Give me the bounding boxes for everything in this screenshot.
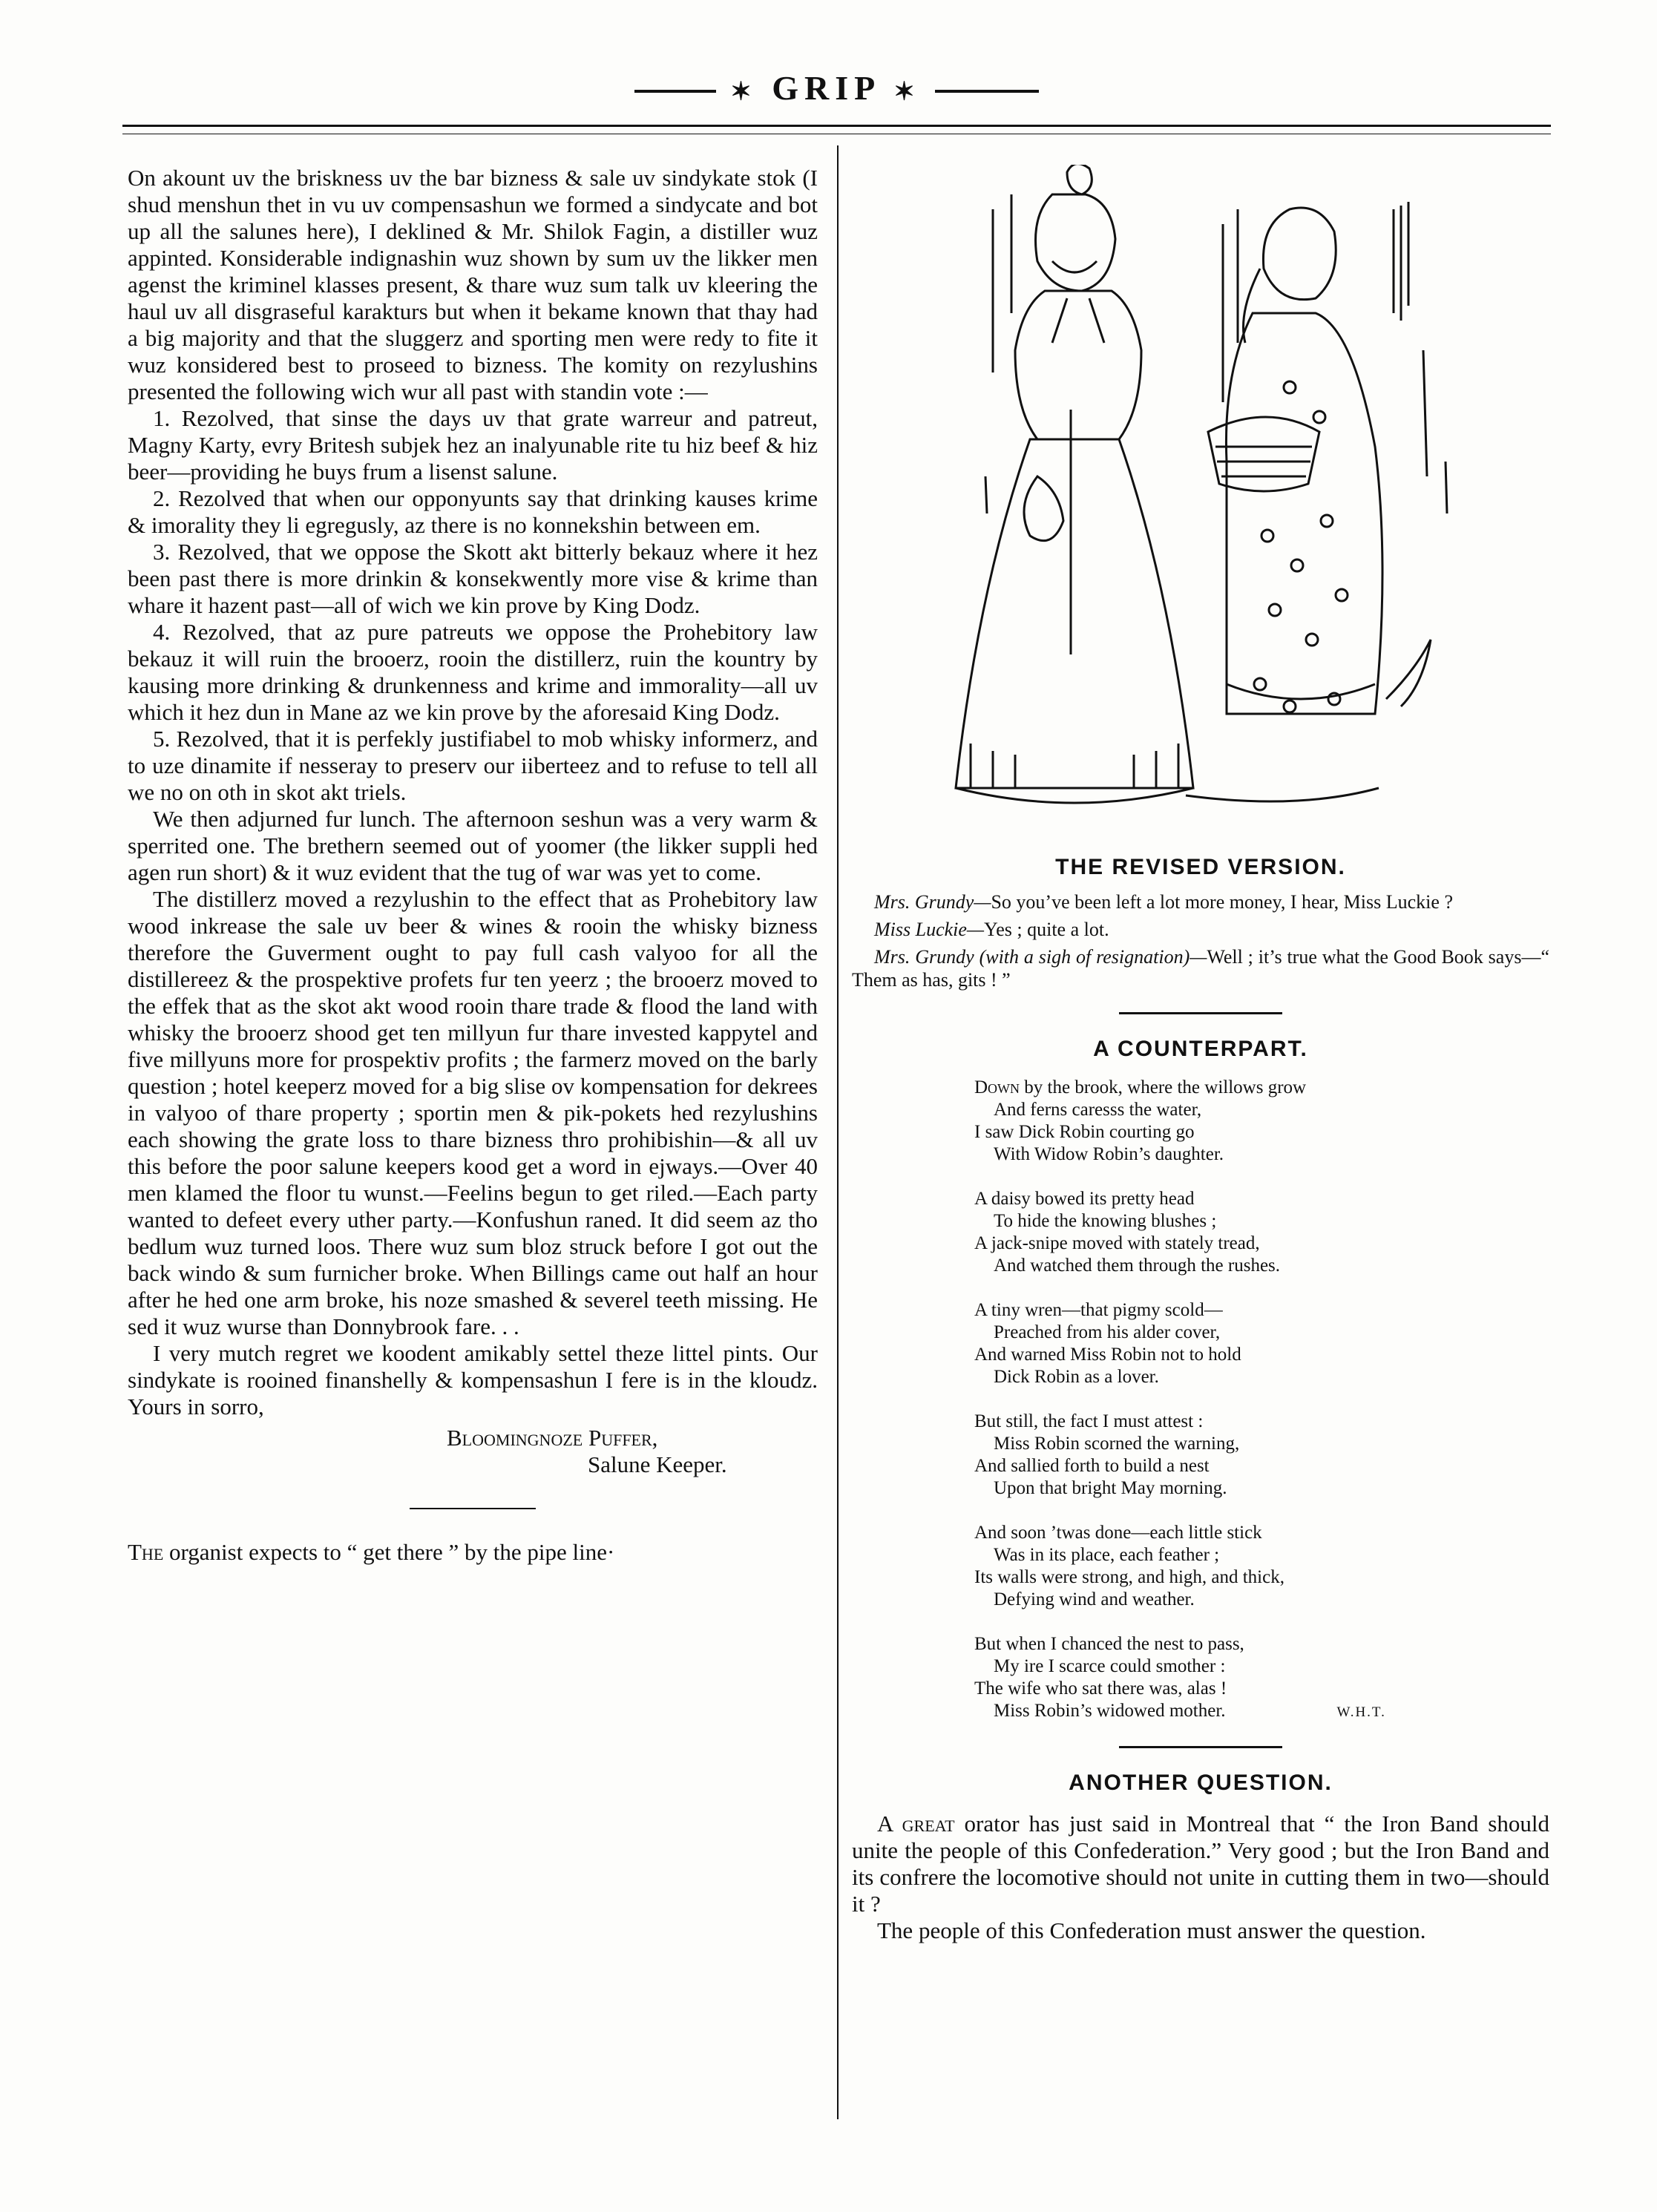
poem-line: A tiny wren—that pigmy scold— — [974, 1300, 1223, 1320]
poem-stanza — [974, 1299, 1549, 1388]
another-question-text: orator has just said in Montreal that “ the Iron Band should unite the people of this Confederation.” Very good ; but the Iron Band and its confrere the locomotive should not unite in cutting them in two—should it ? — [852, 1811, 1549, 1917]
poem-line: Upon that bright May morning. — [994, 1478, 1227, 1498]
letter-paragraph: The distillerz moved a rezylushin to the effect that as Prohebitory law wood inkrease the sale uv beer & wines & rooin the whisky bizness therefore the Guverment ought to pay full cash valyoo for all the distillereez & the prospektive profets fur ten yeerz ; the brooerz moved to the effek that as the skot akt wood rooin thare trade & flood the land with whisky the brooerz shood get ten millyun fur thare invested kappytel and five millyuns more for prospektiv profits ; the farmerz moved on the barly question ; hotel keeperz moved for a big slise ov kompensation for dekrees in valyoo of thare property ; sportin men & pik-pokets hed rezylushins each showing the grate loss to thare bizness thro prohibishin—& all uv this before the poor salune keepers kood get a word in ejways.—Over 40 men klamed the floor tu wunst.—Feelins begun to get riled.—Each party wanted to defeet every uther party.—Konfushun raned. It did seem az tho bedlum wuz turned loos. There wuz sum bloz struck before I got out the back windo & sum furnicher broke. When Billings came out half an hour after he hed one arm broke, his noze smashed & severel teeth missing. He sed it wuz wurse than Donnybrook fare. . . — [128, 886, 818, 1339]
letter-closing-paragraph: I very mutch regret we koodent amikably settel theze littel pints. Our sindykate is rooined finanshelly & kompensashun I fere is in the kloudz. Yours in sorro, — [128, 1340, 818, 1420]
left-column-letter — [128, 165, 818, 1566]
another-question-paragraph — [852, 1811, 1549, 1917]
poem-initials: W.H.T. — [1336, 1704, 1386, 1720]
poem-line: Its walls were strong, and high, and thick, — [974, 1567, 1284, 1587]
cartoon-illustration — [941, 165, 1460, 855]
poem-title: A COUNTERPART. — [1093, 1037, 1308, 1061]
dialogue-text: Well ; it’s true what the Good Book says—“ Them as has, gits ! ” — [852, 946, 1549, 991]
dialogue-line — [852, 890, 1549, 913]
poem-line: Preached from his alder cover, — [994, 1322, 1221, 1342]
column-divider — [837, 145, 839, 2119]
poem-line: Dick Robin as a lover. — [994, 1367, 1159, 1387]
poem-first-word: Down — [974, 1077, 1020, 1097]
poem-first-line-rest: by the brook, where the willows grow — [1020, 1077, 1307, 1097]
resolution-2: 2. Rezolved that when our opponyunts say that drinking kauses krime & imorality they li egregusly, az there is no konnekshin between em. — [128, 485, 818, 538]
dialogue-text: So you’ve been left a lot more money, I hear, Miss Luckie ? — [991, 891, 1453, 913]
poem-line: And warned Miss Robin not to hold — [974, 1345, 1241, 1365]
masthead — [122, 68, 1551, 113]
section-divider — [1119, 1746, 1282, 1748]
poem-line: To hide the knowing blushes ; — [994, 1211, 1217, 1231]
poem-line: I saw Dick Robin courting go — [974, 1122, 1195, 1142]
poem-line: With Widow Robin’s daughter. — [994, 1144, 1224, 1164]
poem-line: And sallied forth to build a nest — [974, 1456, 1210, 1476]
poem-line: A daisy bowed its pretty head — [974, 1189, 1195, 1209]
poem-line: Miss Robin scorned the warning, — [994, 1434, 1240, 1454]
another-question-paragraph: The people of this Confederation must answer the question. — [877, 1917, 1426, 1943]
poem-stanza — [974, 1633, 1549, 1724]
dialogue-line — [852, 918, 1549, 941]
letter-paragraph: On akount uv the briskness uv the bar bizness & sale uv sindykate stok (I shud menshun thet in vu uv compensashun we formed a sindycate and bot up all the salunes here), I deklined & Mr. Shilok Fagin, a distiller wuz appinted. Konsiderable indignashin wuz shown by sum uv the likker men agenst the kriminel klasses present, & thare wuz sum talk uv kleering the haul uv all disgraseful karakturs but when it bekame known that thay had a big majority and that the sluggerz and sporting men were redy to fite it wuz konsidered best to proseed to bizness. The komity on rezylushins presented the following wich wur all past with standin vote :— — [128, 165, 818, 404]
poem-line: But still, the fact I must attest : — [974, 1411, 1204, 1431]
dialogue-speaker: Miss Luckie— — [874, 919, 985, 940]
section-divider — [1119, 1012, 1282, 1014]
masthead-left-star: ✶ — [730, 78, 758, 106]
cartoon-title: THE REVISED VERSION. — [1055, 855, 1346, 879]
dialogue-line — [852, 945, 1549, 991]
signature-title: Salune Keeper. — [588, 1451, 727, 1477]
poem-line — [974, 1700, 1549, 1724]
resolution-3: 3. Rezolved, that we oppose the Skott akt bitterly bekauz where it hez been past there is more drinkin & konsekwently more vise & krime than whare it hazent past—all of wich we kin prove by King Dodz. — [128, 539, 818, 618]
poem-line — [974, 1077, 1549, 1099]
right-column — [852, 165, 1549, 1944]
organist-text: organist expects to “ get there ” by the pipe line· — [163, 1539, 615, 1565]
organist-lead: The — [128, 1539, 164, 1565]
poem-line: Was in its place, each feather ; — [994, 1545, 1220, 1565]
resolution-1: 1. Rezolved, that sinse the days uv that grate warreur and patreut, Magny Karty, evry Britesh subjek hez an inalyunable rite tu hiz beef & hiz beer—providing he buys frum a lisenst salune. — [128, 405, 818, 485]
poem-stanza — [974, 1188, 1549, 1277]
dialogue-speaker: Mrs. Grundy— — [874, 891, 991, 913]
signature-name: Bloomingnoze Puffer, — [447, 1425, 658, 1451]
poem-line: And soon ’twas done—each little stick — [974, 1523, 1262, 1543]
masthead-right-rule — [935, 90, 1039, 93]
poem-stanza — [974, 1411, 1549, 1500]
organist-paragraph — [128, 1539, 818, 1566]
section-divider — [410, 1508, 536, 1509]
another-question-lead: A great — [877, 1811, 955, 1837]
another-question-title: ANOTHER QUESTION. — [1069, 1770, 1333, 1795]
another-question-body — [852, 1811, 1549, 1944]
poem-line: But when I chanced the nest to pass, — [974, 1634, 1244, 1654]
letter-paragraph: We then adjurned fur lunch. The afternoon seshun was a very warm & sperrited one. The brethern seemed out of yoomer (the likker suppli hed agen run short) & it wuz evident that the tug of war was yet to come. — [128, 806, 818, 885]
poem-line: And watched them through the rushes. — [994, 1256, 1281, 1276]
poem-line: Defying wind and weather. — [994, 1589, 1195, 1609]
poem-line: The wife who sat there was, alas ! — [974, 1678, 1227, 1699]
masthead-right-star: ✶ — [893, 78, 921, 106]
masthead-left-rule — [634, 90, 716, 93]
resolution-4: 4. Rezolved, that az pure patreuts we oppose the Prohebitory law bekauz it will ruin the brooerz, rooin the distillerz, ruin the kountry by kausing more drinking & drunkenness and krime and immorality—all uv which it hez dun in Mane az we kin prove by the aforesaid King Dodz. — [128, 619, 818, 725]
poem-line-text: Miss Robin’s widowed mother. — [994, 1701, 1226, 1721]
poem-body — [974, 1077, 1549, 1724]
poem-line: And ferns caresss the water, — [994, 1100, 1202, 1120]
poem-line: My ire I scarce could smother : — [994, 1656, 1226, 1676]
poem-stanza — [974, 1077, 1549, 1166]
poem-stanza — [974, 1522, 1549, 1611]
dialogue-text: Yes ; quite a lot. — [984, 919, 1109, 940]
cartoon-caption — [852, 890, 1549, 991]
masthead-rule-thick — [122, 125, 1551, 127]
masthead-title: GRIP — [772, 69, 879, 107]
resolution-5: 5. Rezolved, that it is perfekly justifiabel to mob whisky informerz, and to uze dinamite if nesseray to preserv our iiberteez and to refuse to tell all we no on oth in skot akt triels. — [128, 726, 818, 805]
poem-line: A jack-snipe moved with stately tread, — [974, 1233, 1260, 1253]
dialogue-speaker: Mrs. Grundy (with a sigh of resignation)— — [874, 946, 1207, 968]
